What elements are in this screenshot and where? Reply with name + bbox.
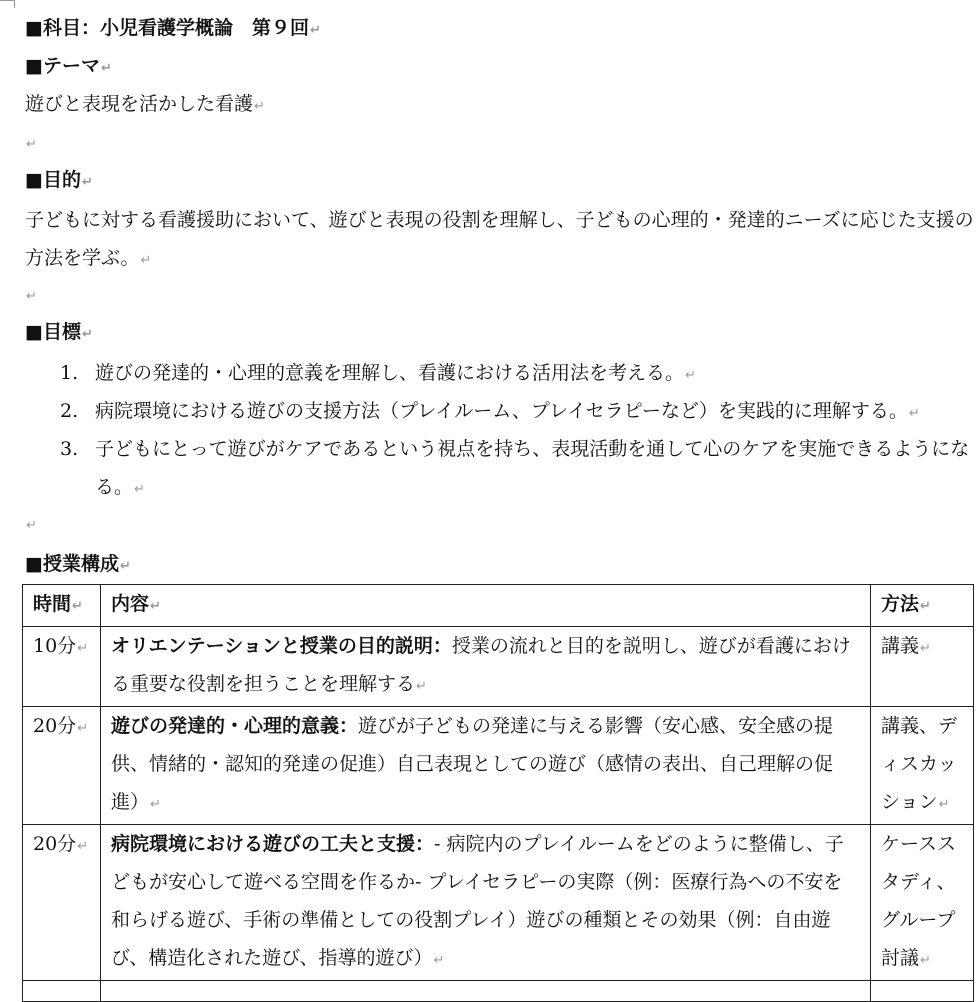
cell-content: オリエンテーションと授業の目的説明：授業の流れと目的を説明し、遊びが看護における重要な役割を担うことを理解する↵ <box>101 627 871 707</box>
paragraph-mark-icon: ↵ <box>150 797 161 812</box>
header-content: 内容↵ <box>101 585 871 627</box>
paragraph-mark-icon: ↵ <box>72 599 83 614</box>
paragraph-mark-icon: ↵ <box>920 953 931 968</box>
cell-content <box>101 981 871 1002</box>
content-body: 授業の流れと目的を説明し、遊びが看護における重要な役割を担うことを理解する <box>111 635 851 695</box>
page-corner-mark <box>0 0 14 1</box>
structure-heading: ■授業構成↵ <box>25 553 131 575</box>
paragraph-mark-icon: ↵ <box>100 61 112 76</box>
content-body: 遊びが子どもの発達に与える影響（安心感、安全感の提供、情緒的・認知的発達の促進）自己表現としての遊び（感情の表出、自己理解の促進） <box>111 715 834 813</box>
goal-item <box>60 354 977 395</box>
content-body: - 病院内のプレイルームをどのように整備し、子どもが安心して遊べる空間を作るか- プレイセラピーの実際（例：医療行為への不安を和らげる遊び、手術の準備としての役割プレイ）遊びの種類とその効果（例：自由遊び、構造化された遊び、指導的遊び） <box>111 833 844 969</box>
purpose-heading: ■目的↵ <box>25 169 93 191</box>
goal-item <box>60 392 977 433</box>
paragraph-mark-icon: ↵ <box>920 641 931 656</box>
cell-time: 20分↵ <box>23 707 101 825</box>
cell-time: 20分↵ <box>23 825 101 981</box>
header-time: 時間↵ <box>23 585 101 627</box>
paragraph-mark-icon: ↵ <box>77 721 89 736</box>
table-header-row <box>23 585 974 627</box>
content-title: オリエンテーションと授業の目的説明 <box>111 635 433 657</box>
empty-paragraph <box>25 508 37 541</box>
goal-item <box>60 430 977 509</box>
table-row <box>23 981 974 1002</box>
empty-paragraph <box>25 127 37 160</box>
table-row <box>23 627 974 707</box>
content-title: 病院環境における遊びの工夫と支援 <box>111 833 416 855</box>
goals-heading: ■目標↵ <box>25 321 93 343</box>
table-row <box>23 825 974 981</box>
cell-method <box>871 981 974 1002</box>
content-title: 遊びの発達的・心理的意義 <box>111 715 340 737</box>
table-row <box>23 707 974 825</box>
paragraph-mark-icon: ↵ <box>140 253 152 268</box>
paragraph-mark-icon: ↵ <box>119 559 131 574</box>
subject-heading: ■科目：小児看護学概論 第９回↵ <box>25 17 321 39</box>
paragraph-mark-icon: ↵ <box>433 953 445 968</box>
paragraph-mark-icon: ↵ <box>254 99 265 114</box>
cell-method: 講義↵ <box>871 627 974 707</box>
purpose-text: 子どもに対する看護援助において、遊びと表現の役割を理解し、子どもの心理的・発達的ニーズに応じた支援の方法を学ぶ。↵ <box>25 209 974 269</box>
paragraph-mark-icon: ↵ <box>416 679 427 694</box>
goal-number: 2. <box>60 400 79 422</box>
cell-method: ケーススタディ、グループ討議↵ <box>871 825 974 981</box>
paragraph-mark-icon: ↵ <box>150 599 161 614</box>
cell-time <box>23 981 101 1002</box>
goal-number: 1. <box>60 362 79 384</box>
empty-paragraph <box>25 279 37 312</box>
goal-text: 遊びの発達的・心理的意義を理解し、看護における活用法を考える。 <box>95 362 685 384</box>
paragraph-mark-icon: ↵ <box>26 137 37 152</box>
paragraph-mark-icon: ↵ <box>26 518 37 533</box>
goal-number: 3. <box>60 438 79 460</box>
goal-text: 子どもにとって遊びがケアであるという視点を持ち、表現活動を通して心のケアを実施できるようになる。 <box>95 438 970 498</box>
paragraph-mark-icon: ↵ <box>81 327 93 342</box>
class-schedule-table <box>22 584 974 1002</box>
paragraph-mark-icon: ↵ <box>77 641 89 656</box>
cell-content: 病院環境における遊びの工夫と支援：- 病院内のプレイルームをどのように整備し、子どもが安心して遊べる空間を作るか- プレイセラピーの実際（例：医療行為への不安を和らげる遊び、手術の準備としての役割プレイ）遊びの種類とその効果（例：自由遊び、構造化された遊び、指導的遊び）↵ <box>101 825 871 981</box>
paragraph-mark-icon: ↵ <box>908 406 920 421</box>
page-corner-mark <box>14 0 15 8</box>
header-method: 方法↵ <box>871 585 974 627</box>
paragraph-mark-icon: ↵ <box>309 23 321 38</box>
cell-time: 10分↵ <box>23 627 101 707</box>
goal-text: 病院環境における遊びの支援方法（プレイルーム、プレイセラピーなど）を実践的に理解する。 <box>95 400 908 422</box>
paragraph-mark-icon: ↵ <box>26 289 37 304</box>
cell-method: 講義、ディスカッション↵ <box>871 707 974 825</box>
paragraph-mark-icon: ↵ <box>685 368 696 383</box>
theme-text: 遊びと表現を活かした看護↵ <box>25 93 265 115</box>
paragraph-mark-icon: ↵ <box>920 599 931 614</box>
paragraph-mark-icon: ↵ <box>77 839 89 854</box>
paragraph-mark-icon: ↵ <box>134 482 145 497</box>
paragraph-mark-icon: ↵ <box>938 797 950 812</box>
theme-heading: ■テーマ↵ <box>25 55 112 77</box>
cell-content: 遊びの発達的・心理的意義：遊びが子どもの発達に与える影響（安心感、安全感の提供、情緒的・認知的発達の促進）自己表現としての遊び（感情の表出、自己理解の促進）↵ <box>101 707 871 825</box>
paragraph-mark-icon: ↵ <box>81 175 93 190</box>
